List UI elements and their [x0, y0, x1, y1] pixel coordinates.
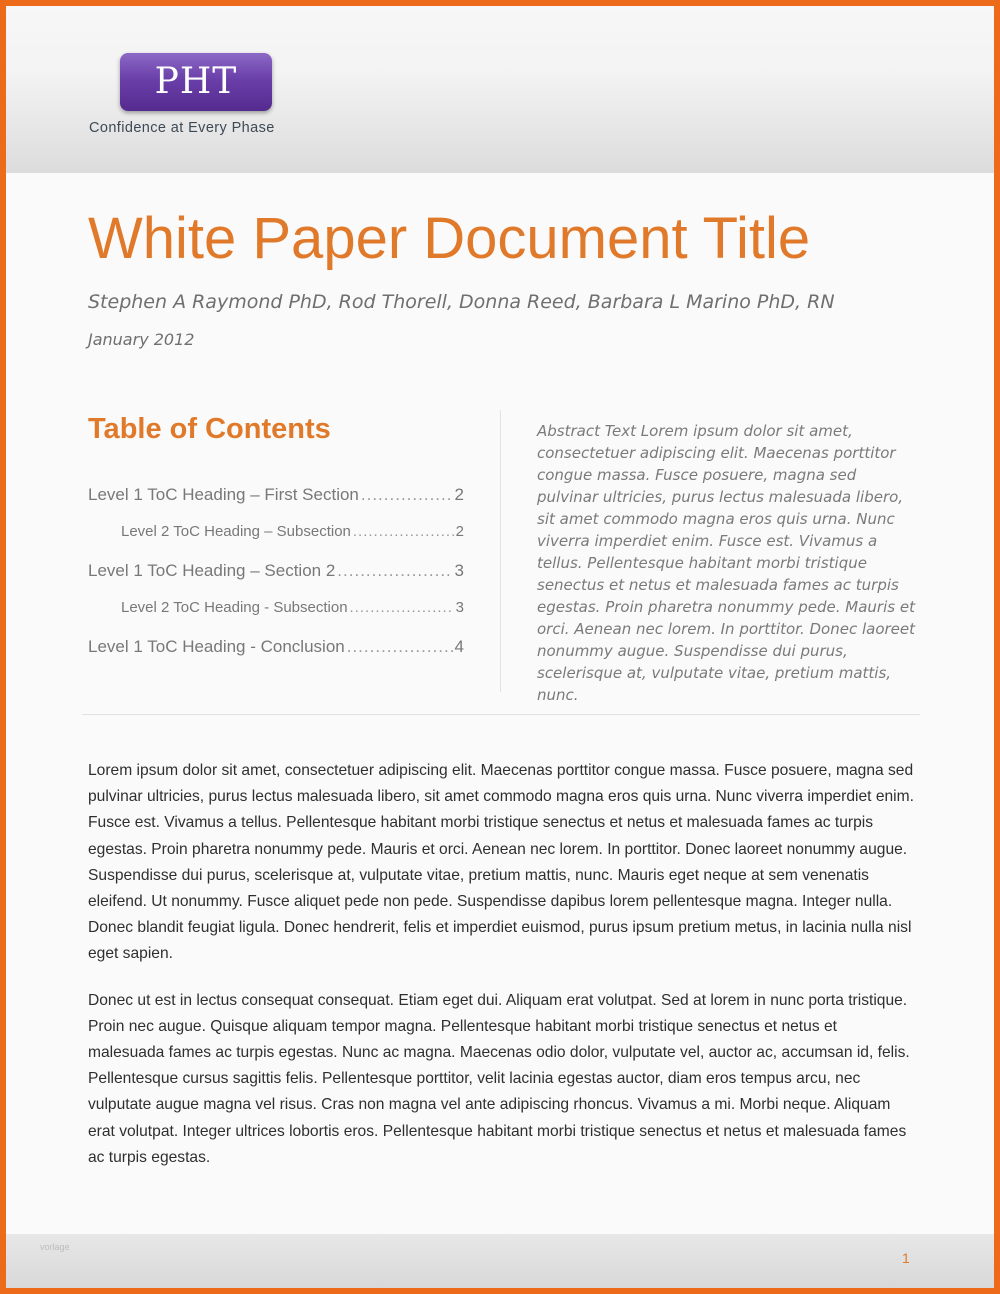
abstract-text: Abstract Text Lorem ipsum dolor sit amet, consectetuer adipiscing elit. Maecenas porttitor congue massa. Fusce posuere, magna sed pulvinar ultricies, purus lectus malesuada libero, sit amet commodo magna eros quis urna. Nunc viverra imperdiet enim. Fusce est. Vivamus a tellus. Pellentesque habitant morbi tristique senectus et netus et malesuada fames ac turpis egestas. Proin pharetra nonummy pede. Mauris et orci. Aenean nec lorem. In porttitor. Donec laoreet nonummy augue. Suspendisse dui purus, scelerisque at, vulputate vitae, pretium mattis, nunc.: [537, 422, 916, 704]
toc-entry[interactable]: [88, 637, 464, 675]
document-authors: Stephen A Raymond PhD, Rod Thorell, Donna Reed, Barbara L Marino PhD, RN: [88, 291, 835, 313]
logo-text: PHT: [154, 61, 238, 102]
body-text: [88, 758, 914, 1191]
toc-entry-page: 2: [455, 522, 464, 540]
body-paragraph: Donec ut est in lectus consequat consequat. Etiam eget dui. Aliquam erat volutpat. Sed at lorem in nunc porta tristique. Proin nec augue. Quisque aliquam tempor magna. Pellentesque habitant morbi tristique senectus et netus et malesuada fames ac turpis egestas. Nunc ac magna. Maecenas odio dolor, vulputate vel, auctor ac, accumsan id, felis. Pellentesque cursus sagittis felis. Pellentesque porttitor, velit lacinia egestas auctor, diam eros tempus arcu, nec vulputate augue magna vel risus. Cras non magna vel ante adipiscing rhoncus. Vivamus a mi. Morbi neque. Aliquam erat volutpat. Integer ultrices lobortis eros. Pellentesque habitant morbi tristique senectus et netus et malesuada fames ac turpis egestas.: [88, 991, 910, 1166]
toc-leader-dots: [361, 485, 453, 505]
toc-entry-label: Level 1 ToC Heading – First Section: [88, 484, 359, 504]
column-divider: [500, 410, 501, 692]
company-logo: [120, 53, 272, 111]
page-header: [6, 6, 994, 173]
page-footer: [6, 1234, 994, 1294]
footer-note: vorlage: [40, 1242, 70, 1252]
toc-entry-page: 2: [454, 484, 464, 504]
toc-leader-dots: [350, 599, 454, 616]
toc-entry[interactable]: [88, 485, 464, 523]
table-of-contents: [88, 412, 464, 675]
logo-tagline: Confidence at Every Phase: [89, 120, 275, 136]
toc-entry-page: 4: [454, 636, 464, 656]
toc-heading: Table of Contents: [88, 413, 331, 445]
section-divider: [82, 714, 920, 715]
document-date: January 2012: [88, 330, 195, 349]
toc-entry[interactable]: [88, 599, 464, 637]
toc-entry[interactable]: [88, 523, 464, 561]
toc-entry-label: Level 1 ToC Heading - Conclusion: [88, 636, 345, 656]
page-number: 1: [902, 1250, 910, 1266]
toc-leader-dots: [347, 637, 453, 657]
toc-leader-dots: [337, 561, 452, 581]
toc-entry-label: Level 2 ToC Heading – Subsection: [121, 522, 351, 540]
toc-entry[interactable]: [88, 561, 464, 599]
body-paragraph: Lorem ipsum dolor sit amet, consectetuer adipiscing elit. Maecenas porttitor congue massa. Fusce posuere, magna sed pulvinar ultricies, purus lectus malesuada libero, sit amet commodo magna eros quis urna. Nunc viverra imperdiet enim. Fusce est. Vivamus a tellus. Pellentesque habitant morbi tristique senectus et netus et malesuada fames ac turpis egestas. Proin pharetra nonummy pede. Mauris et orci. Aenean nec lorem. In porttitor. Donec laoreet nonummy augue. Suspendisse dui purus, scelerisque at, vulputate vitae, pretium mattis, nunc. Mauris eget neque at sem venenatis eleifend. Ut nonummy. Fusce aliquet pede non pede. Suspendisse dapibus lorem pellentesque magna. Integer nulla. Donec blandit feugiat ligula. Donec hendrerit, felis et imperdiet euismod, purus ipsum pretium metus, in lacinia nulla nisl eget sapien.: [88, 762, 914, 963]
toc-entry-page: 3: [454, 560, 464, 580]
toc-leader-dots: [353, 523, 454, 540]
document-title: White Paper Document Title: [88, 206, 811, 271]
toc-entry-label: Level 1 ToC Heading – Section 2: [88, 560, 336, 580]
toc-entry-label: Level 2 ToC Heading - Subsection: [121, 598, 348, 616]
toc-entry-page: 3: [455, 598, 464, 616]
